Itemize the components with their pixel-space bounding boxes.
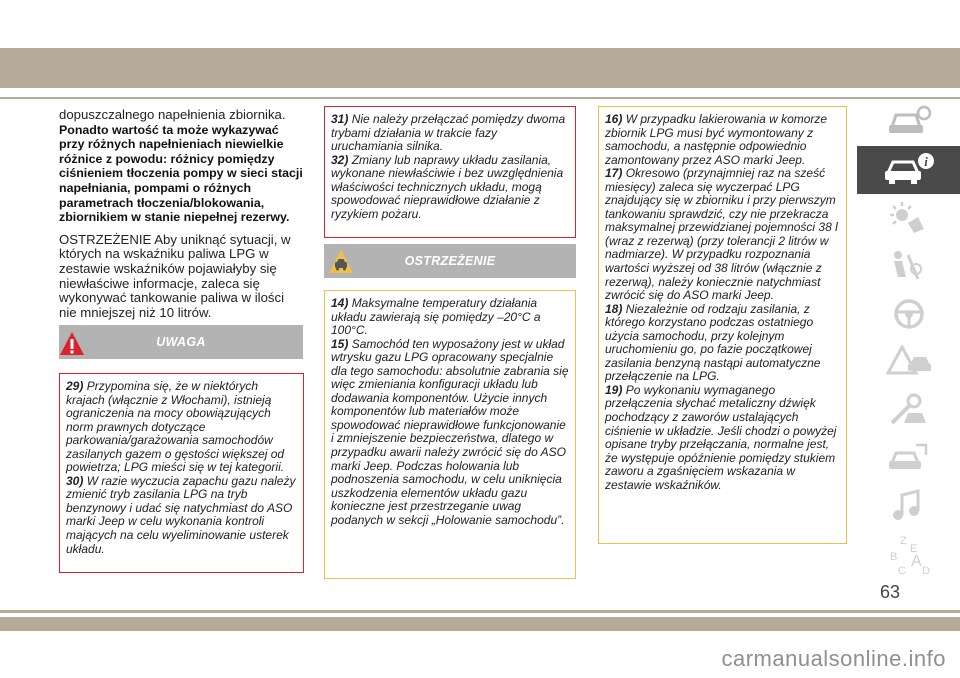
note-text: Samochód ten wyposażony jest w układ wtrysku gazu LPG opracowany specjalnie dla tego samochodu: absolutnie zabrania się więc zmieniania konfiguracji układu lub dodawania komponentów. Użycie innych komponentów lub materiałów może spowodować nieprawidłowe funkcjonowanie i zmniejszenie bezpieczeństwa, dlatego w przypadku awarii należy zwrócić się do ASO marki Jeep. Podczas holowania lub podnoszenia samochodu, w celu uniknięcia uszkodzenia elementów układu gazu konieczne jest przestrzeganie uwag podanych w sekcji „Holowanie samochodu”. xyxy=(331,336,569,527)
tab-safety[interactable] xyxy=(857,242,960,290)
note-text: Maksymalne temperatury działania układu zawierają się pomiędzy –20°C a 100°C. xyxy=(331,296,541,338)
bottom-divider xyxy=(0,610,960,613)
car-specs-icon xyxy=(886,441,932,475)
note-text: Okresowo (przynajmniej raz na sześć miesięcy) zaleca się wyczerpać LPG znajdujący się w zbiorniku i przy pierwszym tankowaniu sprawdzić, czy nie przekracza maksymalnej przewidzianej pojemności 38 l (wraz z rezerwą) (przy tolerancji 2 litrów w nadmiarze). W przypadku rozpoznania wartości wyższej od 38 litrów (włącznie z rezerwą), należy koniecznie natychmiast zwrócić się do ASO marki Jeep. xyxy=(605,166,838,303)
note-text: Przypomina się, że w niektórych krajach (włącznie z Włochami), istnieją ograniczenia na mocy obowiązujących norm prawnych dotyczące parkowania/garażowania samochodów zasilanych gazem o gęstości większej od powietrza; LPG mieści się w tej kategorii. xyxy=(66,379,285,475)
top-band xyxy=(0,48,960,88)
note-number: 31) xyxy=(331,112,349,126)
tab-lights[interactable] xyxy=(857,194,960,242)
tab-car-info[interactable] xyxy=(857,146,960,194)
note-item xyxy=(66,380,297,475)
tab-multimedia[interactable] xyxy=(857,482,960,530)
index-letter: A xyxy=(910,553,922,570)
note-text: Nie należy przełączać pomiędzy dwoma trybami działania w trakcie fazy uruchamiania silnika. xyxy=(331,112,566,154)
note-number: 30) xyxy=(66,473,84,488)
note-number: 19) xyxy=(605,382,623,397)
uwaga-header xyxy=(59,325,303,359)
ostrzezenie-header xyxy=(324,244,576,278)
left-column xyxy=(59,108,303,320)
uwaga-title: UWAGA xyxy=(156,335,206,349)
tab-emergency[interactable] xyxy=(857,338,960,386)
ostrzezenie-title: OSTRZEŻENIE xyxy=(404,254,496,268)
tab-index[interactable] xyxy=(857,530,960,580)
index-icon xyxy=(884,532,934,578)
note-text: Po wykonaniu wymaganego przełączenia słychać metaliczny dźwięk pochodzący z zaworów ustalających ciśnienie w układzie. Jeśli chodzi o powyżej opisane tryby przełączania, normalne jest, że występuje opóźnienie pomiędzy stukiem zaworu a zgaśnięciem wskazania w zestawie wskaźników. xyxy=(605,382,837,492)
note-item xyxy=(331,338,569,528)
index-letter: D xyxy=(921,565,930,577)
top-divider xyxy=(0,97,960,99)
car-info-icon xyxy=(882,153,936,187)
tab-maintenance[interactable] xyxy=(857,386,960,434)
tools-icon xyxy=(886,393,932,427)
tab-dashboard[interactable] xyxy=(857,98,960,146)
svg-text:i: i xyxy=(923,154,928,169)
middle-top-box xyxy=(324,106,576,238)
paragraph-continuation: dopuszczalnego napełnienia zbiornika. xyxy=(59,107,286,122)
note-text: W przypadku lakierowania w komorze zbiornik LPG musi być wymontowany z samochodu, a następnie odpowiednio zamontowany przez ASO marki Jeep. xyxy=(605,112,828,167)
note-item xyxy=(605,167,840,302)
note-number: 18) xyxy=(605,301,623,316)
page-number: 63 xyxy=(879,582,901,602)
tab-steering[interactable] xyxy=(857,290,960,338)
note-number: 15) xyxy=(331,336,349,351)
note-item xyxy=(605,303,840,384)
note-item xyxy=(605,384,840,492)
note-number: 32) xyxy=(331,152,349,167)
note-number: 17) xyxy=(605,166,623,181)
index-letter: E xyxy=(909,543,917,555)
car-dashboard-icon xyxy=(886,105,932,139)
right-box xyxy=(598,106,847,544)
note-item xyxy=(331,113,569,154)
bold-note: Ponadto wartość ta może wykazywać przy różnych napełnieniach niewielkie różnice z powodu: różnicy pomiędzy ciśnieniem tłoczenia pompy w sieci stacji napełniania, pompami o różnych parametrach tłoczenia/blokowania, zbiornikiem w stanie niepełnej rezerwy. xyxy=(59,122,303,225)
uwaga-box xyxy=(59,373,304,573)
note-text: W razie wyczucia zapachu gazu należy zmienić tryb zasilania LPG na tryb benzynowy i udać się natychmiast do ASO marki Jeep w celu wykonania kontroli mających na celu wyeliminowanie usterek układu. xyxy=(66,473,296,556)
music-icon xyxy=(886,489,932,523)
note-number: 29) xyxy=(66,379,84,393)
note-text: Zmiany lub naprawy układu zasilania, wykonane niewłaściwie i bez uwzględnienia właściwości technicznych układu, mogą spowodować nieprawidłowe działanie z ryzykiem pożaru. xyxy=(331,152,564,221)
note-item xyxy=(331,154,569,222)
ostrzezenie-box xyxy=(324,290,576,579)
note-item xyxy=(605,113,840,167)
index-letter: Z xyxy=(899,535,907,547)
watermark-text: carmanualsonline.info xyxy=(721,646,946,671)
tab-specs[interactable] xyxy=(857,434,960,482)
steering-wheel-icon xyxy=(886,297,932,331)
note-number: 14) xyxy=(331,296,349,310)
warning-triangle-car-icon xyxy=(886,345,932,379)
note-item xyxy=(331,297,569,338)
note-text: Niezależnie od rodzaju zasilania, z którego korzystano podczas ostatniego użycia samochodu, przy kolejnym uruchomieniu go, po fazie początkowej zasilania benzyną nastąpi automatyczne przełączenie na LPG. xyxy=(605,301,821,384)
safety-icon xyxy=(886,249,932,283)
paragraph-warning: OSTRZEŻENIE Aby uniknąć sytuacji, w których na wskaźniku paliwa LPG w zestawie wskaźników pojawiałyby się niewłaściwe informacje, zaleca się wykonywać tankowanie paliwa w ilości nie mniejszej niż 10 litrów. xyxy=(59,231,291,320)
index-letter: C xyxy=(897,565,906,577)
note-number: 16) xyxy=(605,112,623,126)
bottom-band xyxy=(0,617,960,631)
chapter-sidebar xyxy=(857,98,960,608)
lights-icon xyxy=(886,201,932,235)
index-letter: B xyxy=(889,551,897,563)
note-item xyxy=(66,475,297,556)
